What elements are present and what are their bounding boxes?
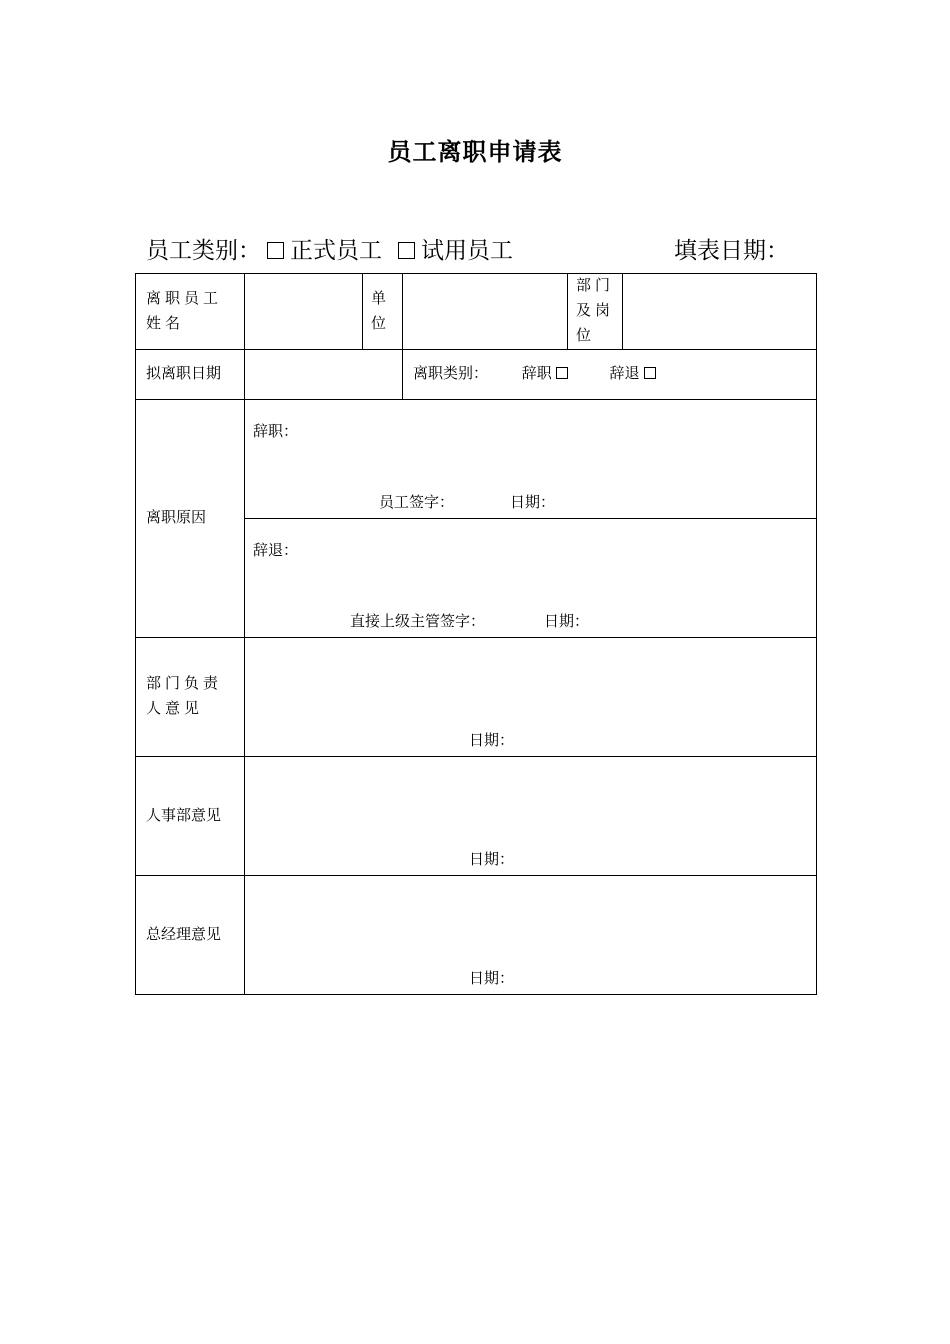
employee-name-label: 离职员工姓名 (136, 274, 245, 350)
leave-type-label: 离职类别： (413, 366, 489, 382)
resign-date-label: 日期： (510, 495, 556, 511)
category-label: 员工类别： (146, 238, 261, 263)
probation-option-label: 试用员工 (421, 238, 513, 263)
fill-date-label: 填表日期： (674, 238, 789, 263)
dept-head-opinion-field[interactable] (245, 638, 817, 757)
leave-date-field[interactable] (245, 350, 403, 400)
employee-sign-label: 员工签字： (379, 495, 455, 511)
gm-label: 总经理意见 (136, 876, 245, 995)
gm-date-label: 日期： (469, 971, 515, 987)
regular-option-label: 正式员工 (290, 238, 382, 263)
resign-checkbox[interactable] (556, 367, 568, 379)
dismiss-checkbox[interactable] (644, 367, 656, 379)
unit-label: 单位 (363, 274, 403, 350)
supervisor-sign-label: 直接上级主管签字： (350, 614, 486, 630)
dept-position-label: 部门及岗位 (568, 274, 623, 350)
employee-category-line (146, 232, 789, 265)
resign-option-label: 辞职 (521, 366, 552, 382)
hr-date-label: 日期： (469, 852, 515, 868)
resign-reason-label: 辞职： (253, 424, 299, 440)
dept-head-date-label: 日期： (469, 733, 515, 749)
leave-type-cell (403, 350, 817, 400)
leave-date-label: 拟离职日期 (136, 350, 245, 400)
reason-label: 离职原因 (136, 400, 245, 638)
dept-head-label: 部门负责人意见 (136, 638, 245, 757)
unit-field[interactable] (403, 274, 568, 350)
dismiss-reason-label: 辞退： (253, 543, 299, 559)
hr-opinion-field[interactable] (245, 757, 817, 876)
dismiss-date-label: 日期： (544, 614, 590, 630)
dismiss-option-label: 辞退 (609, 366, 640, 382)
page-title: 员工离职申请表 (387, 138, 563, 166)
dept-position-field[interactable] (623, 274, 817, 350)
employee-name-field[interactable] (245, 274, 363, 350)
resignation-form-table (135, 273, 817, 995)
regular-checkbox[interactable] (267, 242, 284, 259)
resign-reason-field[interactable] (245, 400, 817, 519)
dismiss-reason-field[interactable] (245, 519, 817, 638)
gm-opinion-field[interactable] (245, 876, 817, 995)
hr-label: 人事部意见 (136, 757, 245, 876)
probation-checkbox[interactable] (398, 242, 415, 259)
